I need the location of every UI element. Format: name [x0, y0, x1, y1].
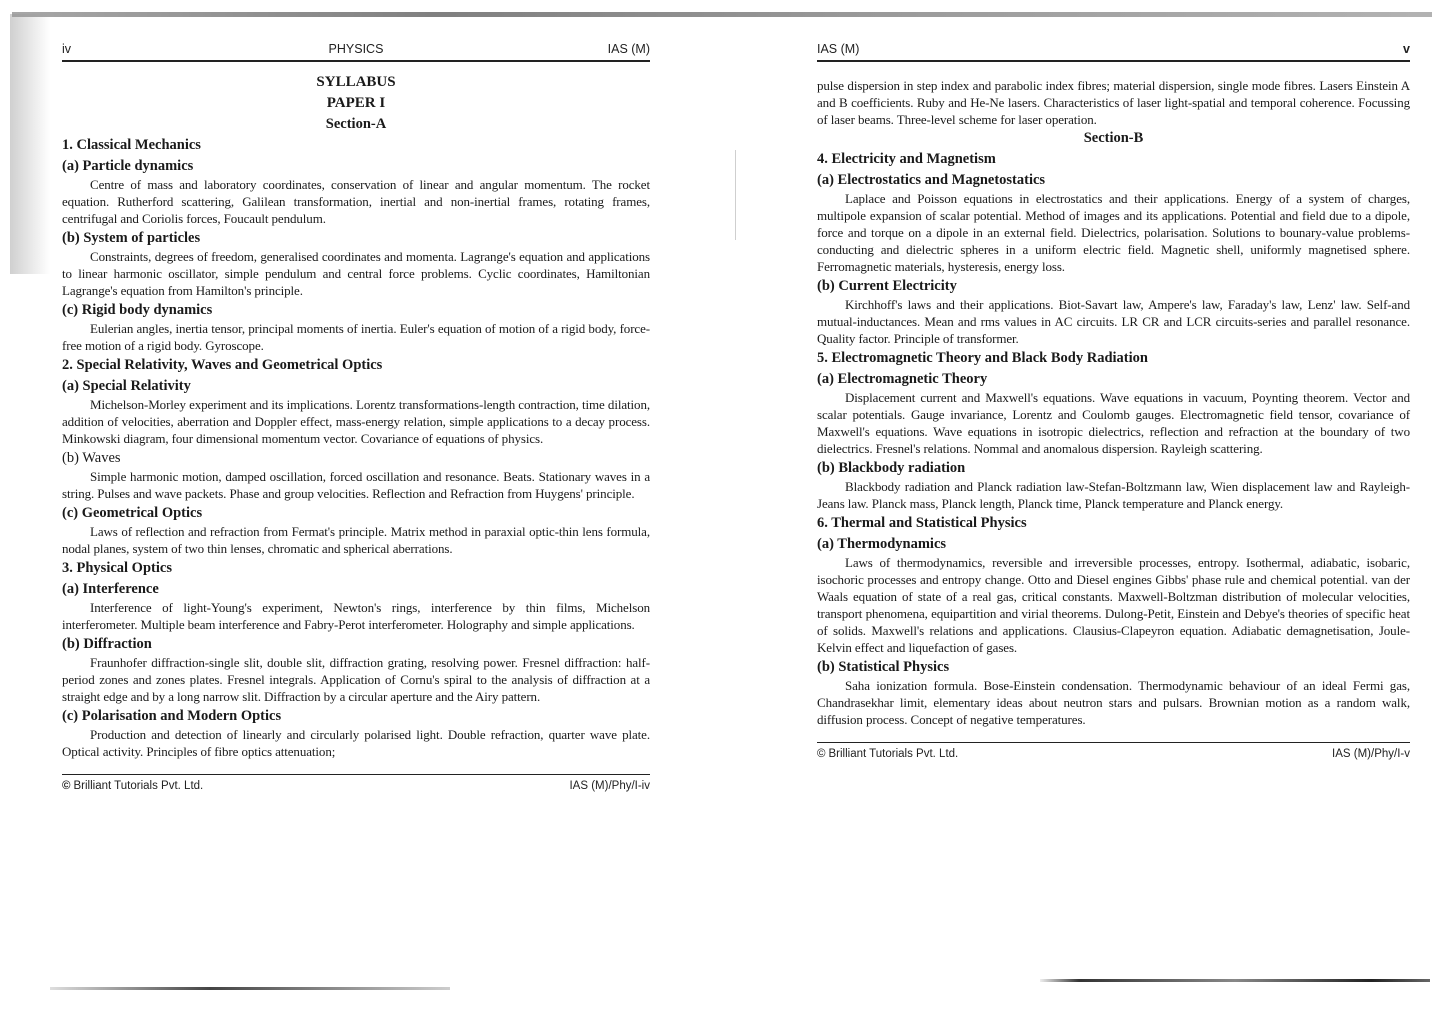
- left-running-footer: [62, 774, 650, 797]
- page-number: iv: [62, 42, 72, 56]
- scan-edge-bottom-right: [1040, 979, 1430, 982]
- subtopic-heading: (a) Electrostatics and Magnetostatics: [817, 172, 1046, 188]
- topic-heading: 6. Thermal and Statistical Physics: [817, 515, 1027, 531]
- subtopic-heading: (a) Particle dynamics: [62, 158, 194, 174]
- subtopic-text: Interference of light-Young's experiment, Newton's rings, interference by thin films, Michelson interferometer. Multiple beam interference and Fabry-Perot interferometer. Holography and simple applications.: [62, 600, 650, 632]
- subtopic-text: Michelson-Morley experiment and its implications. Lorentz transformations-length contraction, time dilation, addition of velocities, aberration and Doppler effect, mass-energy relation, simple applications to a decay process. Minkowski diagram, four dimensional momentum vector. Covariance of equations of physics.: [62, 397, 650, 446]
- page-number: v: [1403, 42, 1410, 56]
- subtopic-text: Centre of mass and laboratory coordinates, conservation of linear and angular momentum. The rocket equation. Rutherford scattering, Galilean transformation, inertial and non-inertial frames, rotating frames, centrifugal and Coriolis forces, Foucault pendulum.: [62, 177, 650, 226]
- publisher-name: Brilliant Tutorials Pvt. Ltd.: [828, 748, 959, 760]
- subtopic-text: Fraunhofer diffraction-single slit, double slit, diffraction grating, resolving power. Fresnel diffraction: half-period zones and zones plates. Fresnel integrals. Application of Cornu's spiral to the analysis of diffraction at a straight edge and by a long narrow slit. Diffraction by a circular aperture and the Airy pattern.: [62, 655, 650, 704]
- subtopic-text: Blackbody radiation and Planck radiation law-Stefan-Boltzmann law, Wien displacement law and Rayleigh-Jeans law. Planck mass, Planck length, Planck time, Planck temperature and Planck energy.: [817, 479, 1410, 511]
- section-heading: Section-B: [1083, 130, 1144, 146]
- subtopic-text: Production and detection of linearly and circularly polarised light. Double refraction, quarter wave plate. Optical activity. Principles of fibre optics attenuation;: [62, 727, 650, 759]
- publisher-credit: [62, 780, 203, 792]
- subtopic-heading: (b) Diffraction: [62, 636, 152, 652]
- syllabus-title: SYLLABUS: [316, 74, 396, 90]
- page-code: IAS (M)/Phy/I-v: [1332, 748, 1410, 760]
- subtopic-text: Laws of thermodynamics, reversible and irreversible processes, entropy. Isothermal, adiabatic, isobaric, isochoric processes and entropy change. Otto and Diesel engines Gibbs' phase rule and chemical potential. van der Waals equation of state of a real gas, critical constants. Maxwell-Boltzman distribution of molecular velocities, transport phenomena, equipartition and virial theorems. Dulong-Petit, Einstein and Debye's theories of specific heat of solids. Maxwell's relations and applications. Clausius-Clapeyron equation. Adiabatic demagnetisation, Joule-Kelvin effect and liquefaction of gases.: [817, 555, 1410, 655]
- right-page-content: [817, 77, 1410, 728]
- subtopic-text: Displacement current and Maxwell's equations. Wave equations in vacuum, Poynting theorem. Vector and scalar potentials. Gauge invariance, Lorentz and Coulomb gauges. Electromagnetic field tensor, covariance of Maxwell's equations. Wave equations in isotropic dielectrics, reflection and refraction at the boundary of two dielectrics. Fresnel's relations. Nommal and anomalous dispersion. Rayleigh scattering.: [817, 390, 1410, 456]
- right-page: [817, 42, 1410, 765]
- scan-edge-bottom-left: [50, 987, 450, 990]
- topic-heading: 2. Special Relativity, Waves and Geometrical Optics: [62, 357, 383, 373]
- right-running-footer: [817, 742, 1410, 765]
- subtopic-heading: (a) Interference: [62, 581, 159, 597]
- subtopic-text: Laws of reflection and refraction from Fermat's principle. Matrix method in paraxial optic-thin lens formula, nodal planes, system of two thin lenses, chromatic and spherical aberrations.: [62, 524, 650, 556]
- left-running-header: [62, 42, 650, 62]
- subtopic-text: Kirchhoff's laws and their applications. Biot-Savart law, Ampere's law, Faraday's law, Lenz' law. Self-and mutual-inductances. Mean and rms values in AC circuits. LR CR and LCR circuits-series and parallel resonance. Quality factor. Principle of transformer.: [817, 297, 1410, 346]
- subtopic-heading: (b) System of particles: [62, 230, 201, 246]
- section-heading: Section-A: [325, 116, 387, 132]
- left-page: [62, 42, 650, 797]
- series-label: IAS (M): [607, 42, 650, 56]
- topic-heading: 3. Physical Optics: [62, 560, 172, 576]
- scan-shadow-left: [10, 14, 50, 274]
- publisher-name: Brilliant Tutorials Pvt. Ltd.: [73, 780, 204, 792]
- scan-edge-top: [12, 12, 1432, 17]
- topic-heading: 5. Electromagnetic Theory and Black Body Radiation: [817, 350, 1148, 366]
- subtopic-text: Eulerian angles, inertia tensor, principal moments of inertia. Euler's equation of motion of a rigid body, force-free motion of a rigid body. Gyroscope.: [62, 321, 650, 353]
- subtopic-heading: (c) Geometrical Optics: [62, 505, 203, 521]
- topic-heading: 4. Electricity and Magnetism: [817, 151, 996, 167]
- subtopic-heading: (b) Current Electricity: [817, 278, 957, 294]
- subtopic-heading: (c) Polarisation and Modern Optics: [62, 708, 282, 724]
- subtopic-heading: (b) Waves: [62, 450, 121, 466]
- subtopic-text: Saha ionization formula. Bose-Einstein condensation. Thermodynamic behaviour of an ideal Fermi gas, Chandrasekhar limit, elementary ideas about neutron stars and pulsars. Brownian motion as a random walk, diffusion process. Concept of negative temperatures.: [817, 678, 1410, 727]
- copyright-icon: ©: [62, 780, 71, 792]
- subtopic-text: Simple harmonic motion, damped oscillation, forced oscillation and resonance. Beats. Stationary waves in a string. Pulses and wave packets. Phase and group velocities. Reflection and Refraction from Huygens' principle.: [62, 469, 650, 501]
- subtopic-heading: (a) Electromagnetic Theory: [817, 371, 988, 387]
- subtopic-heading: (a) Special Relativity: [62, 378, 191, 394]
- subtopic-heading: (b) Statistical Physics: [817, 659, 950, 675]
- subtopic-text: Laplace and Poisson equations in electrostatics and their applications. Energy of a system of charges, multipole expansion of scalar potential. Method of images and its applications. Potential and field due to a dipole, force and torque on a dipole in an external field. Dielectrics, polarisation. Solutions to bounary-value problems-conducting and dielectric spheres in a uniform electric field. Magnetic shell, uniformly magnetised sphere. Ferromagnetic materials, hysteresis, energy loss.: [817, 191, 1410, 274]
- copyright-icon: ©: [817, 748, 826, 760]
- subtopic-heading: (c) Rigid body dynamics: [62, 302, 213, 318]
- subtopic-heading: (b) Blackbody radiation: [817, 460, 966, 476]
- running-title: PHYSICS: [328, 42, 384, 56]
- page-gutter-mark: [735, 150, 736, 240]
- subtopic-text: Constraints, degrees of freedom, generalised coordinates and momenta. Lagrange's equation and applications to linear harmonic oscillator, simple pendulum and central force problems. Cyclic coordinates, Hamiltonian Lagrange's equation from Hamilton's principle.: [62, 249, 650, 298]
- publisher-credit: [817, 748, 958, 760]
- continuation-text: pulse dispersion in step index and parabolic index fibres; material dispersion, single mode fibres. Lasers Einstein A and B coefficients. Ruby and He-Ne lasers. Characteristics of laser light-spatial and temporal coherence. Focussing of laser beams. Three-level scheme for laser operation.: [817, 78, 1410, 127]
- left-page-content: [62, 72, 650, 760]
- subtopic-heading: (a) Thermodynamics: [817, 536, 947, 552]
- paper-title: PAPER I: [326, 95, 386, 111]
- right-running-header: [817, 42, 1410, 62]
- series-label: IAS (M): [817, 42, 860, 56]
- page-code: IAS (M)/Phy/I-iv: [569, 780, 650, 792]
- topic-heading: 1. Classical Mechanics: [62, 137, 201, 153]
